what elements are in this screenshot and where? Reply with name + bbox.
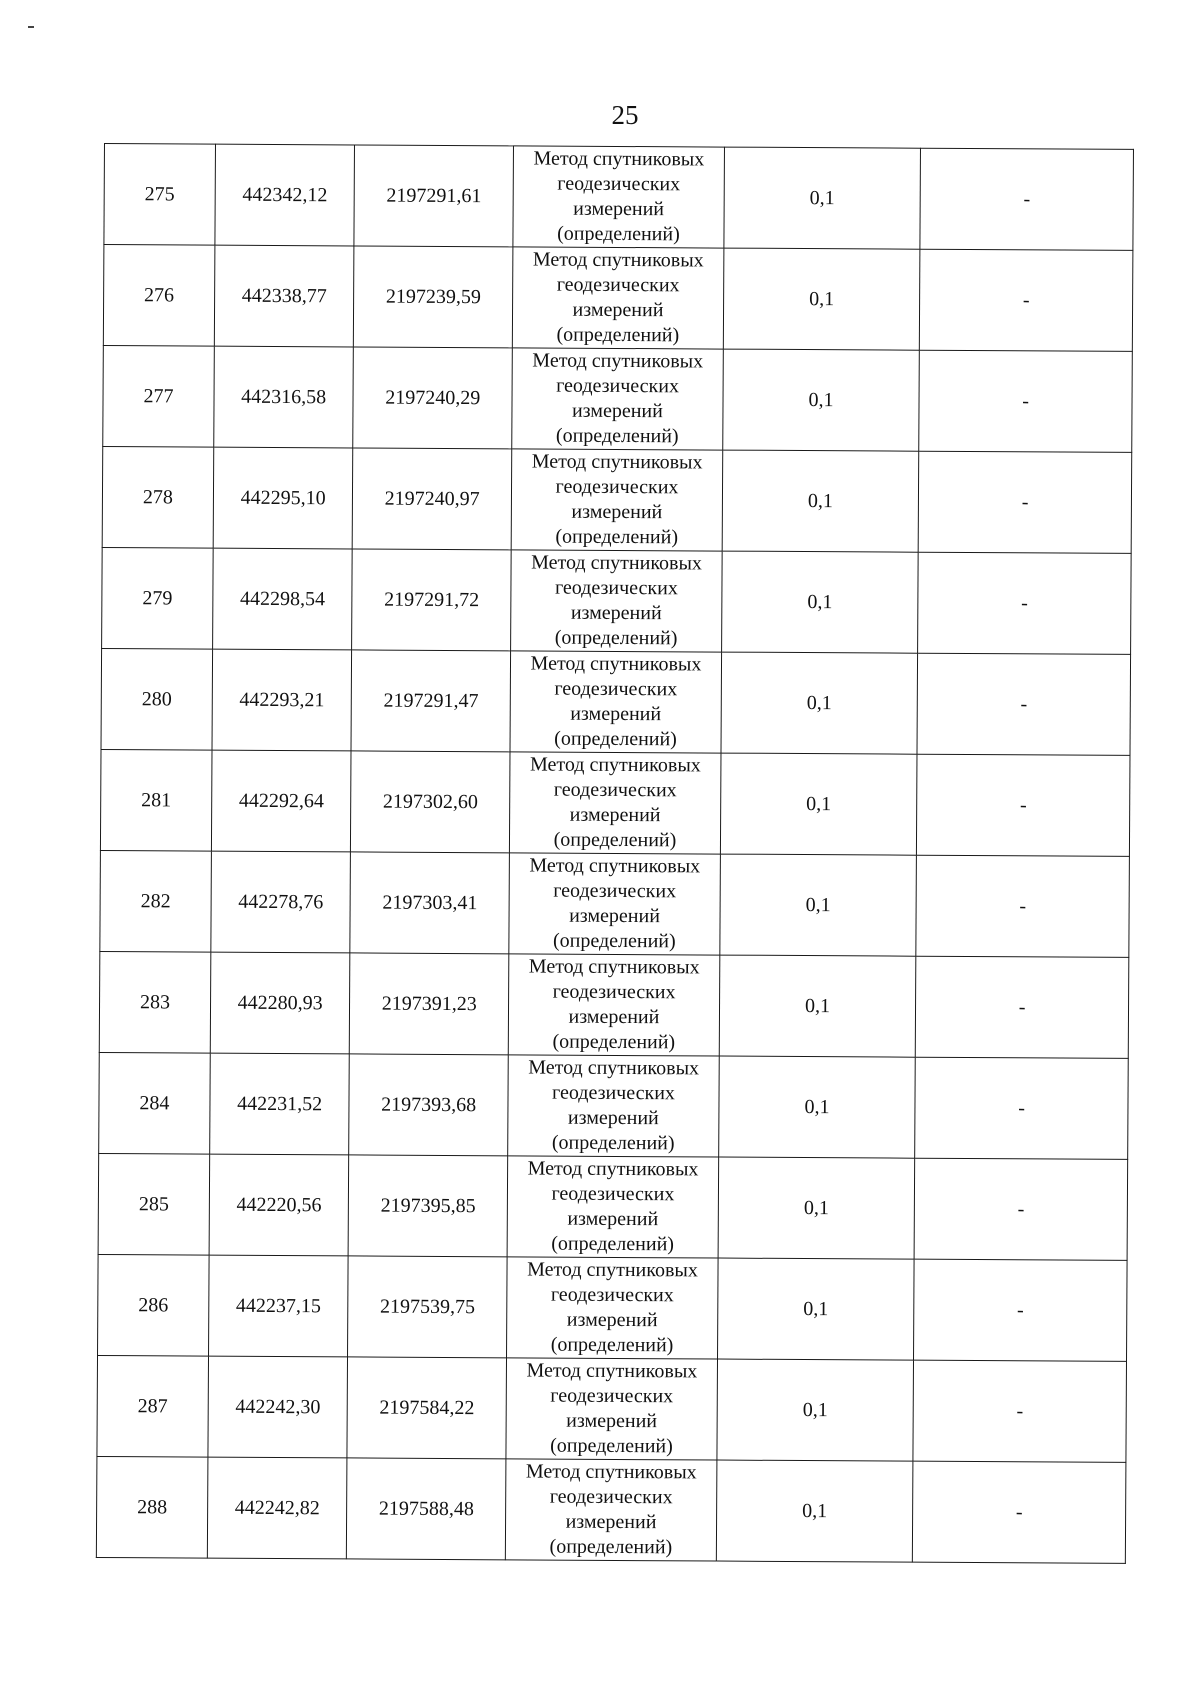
point-number-cell: 281 — [100, 749, 212, 851]
table-row — [98, 1254, 1128, 1361]
method-text-line: (определений) — [556, 323, 680, 347]
method-text-line: геодезических — [553, 778, 677, 802]
method-text-line: измерений — [567, 1207, 659, 1231]
accuracy-cell: 0,1 — [720, 753, 917, 855]
method-text-line: Метод спутниковых — [531, 551, 703, 575]
method-text-line: геодезических — [556, 374, 680, 398]
point-number-cell: 284 — [99, 1052, 211, 1154]
point-number-cell: 285 — [98, 1153, 210, 1255]
method-cell — [508, 1055, 719, 1157]
y-coordinate-cell: 2197291,47 — [351, 650, 510, 752]
method-cell — [507, 1156, 718, 1258]
point-number-cell: 283 — [99, 951, 211, 1053]
method-text-line: геодезических — [556, 273, 680, 297]
table-row — [99, 951, 1129, 1058]
note-cell: - — [918, 451, 1131, 553]
table-row — [100, 850, 1130, 957]
y-coordinate-cell: 2197240,29 — [353, 347, 512, 449]
point-number-cell: 282 — [100, 850, 212, 952]
y-coordinate-cell: 2197584,22 — [347, 1357, 506, 1459]
method-text-line: геодезических — [552, 980, 676, 1004]
method-text-line: (определений) — [553, 828, 677, 852]
method-text-line: Метод спутниковых — [527, 1157, 699, 1181]
table-row — [103, 245, 1133, 352]
method-text-line: (определений) — [557, 222, 680, 246]
y-coordinate-cell: 2197303,41 — [350, 852, 509, 954]
accuracy-cell: 0,1 — [721, 551, 918, 653]
method-text-line: геодезических — [557, 172, 681, 196]
method-text-line: Метод спутниковых — [528, 955, 700, 979]
note-cell: - — [918, 552, 1131, 654]
method-text-line: (определений) — [549, 1535, 673, 1559]
table-row — [97, 1355, 1127, 1462]
method-text-line: измерений — [570, 601, 662, 625]
note-cell: - — [913, 1360, 1126, 1462]
accuracy-cell: 0,1 — [723, 349, 920, 451]
point-number-cell: 279 — [102, 547, 214, 649]
method-text-line: (определений) — [554, 727, 677, 751]
method-text-line: измерений — [565, 1510, 657, 1534]
y-coordinate-cell: 2197239,59 — [354, 246, 513, 348]
y-coordinate-cell: 2197291,72 — [352, 549, 511, 651]
method-text-line: (определений) — [552, 929, 676, 953]
method-cell — [510, 752, 721, 854]
method-cell — [512, 348, 723, 450]
note-cell: - — [913, 1461, 1126, 1563]
x-coordinate-cell: 442242,82 — [207, 1457, 347, 1559]
method-text-line: измерений — [572, 298, 664, 322]
x-coordinate-cell: 442316,58 — [214, 346, 354, 448]
x-coordinate-cell: 442220,56 — [209, 1154, 349, 1256]
method-text-line: измерений — [569, 803, 661, 827]
y-coordinate-cell: 2197395,85 — [348, 1155, 507, 1257]
point-number-cell: 278 — [102, 446, 214, 548]
note-cell: - — [920, 148, 1133, 250]
method-text-line: (определений) — [551, 1131, 675, 1155]
method-text-line: геодезических — [552, 1081, 676, 1105]
note-cell: - — [914, 1158, 1127, 1260]
method-text-line: Метод спутниковых — [526, 1359, 698, 1383]
accuracy-cell: 0,1 — [718, 1157, 915, 1259]
x-coordinate-cell: 442278,76 — [211, 851, 351, 953]
point-number-cell: 275 — [104, 144, 216, 246]
note-cell: - — [919, 350, 1132, 452]
y-coordinate-cell: 2197302,60 — [351, 751, 510, 853]
x-coordinate-cell: 442338,77 — [214, 245, 354, 347]
method-cell — [509, 853, 720, 955]
point-number-cell: 277 — [103, 345, 215, 447]
method-text-line: геодезических — [553, 879, 677, 903]
method-text-line: измерений — [573, 197, 665, 221]
y-coordinate-cell: 2197240,97 — [353, 448, 512, 550]
note-cell: - — [917, 754, 1130, 856]
method-text-line: (определений) — [555, 424, 679, 448]
table-row — [99, 1052, 1129, 1159]
accuracy-cell: 0,1 — [720, 854, 917, 956]
y-coordinate-cell: 2197588,48 — [347, 1458, 506, 1560]
method-text-line: Метод спутниковых — [529, 854, 701, 878]
point-number-cell: 286 — [98, 1254, 210, 1356]
note-cell: - — [914, 1259, 1127, 1361]
accuracy-cell: 0,1 — [722, 450, 919, 552]
method-text-line: (определений) — [555, 525, 679, 549]
table-row — [102, 446, 1132, 553]
method-text-line: Метод спутниковых — [533, 147, 705, 171]
point-number-cell: 276 — [103, 245, 215, 347]
method-text-line: Метод спутниковых — [531, 450, 703, 474]
accuracy-cell: 0,1 — [724, 147, 921, 249]
table-row — [101, 648, 1131, 755]
accuracy-cell: 0,1 — [717, 1258, 914, 1360]
method-text-line: измерений — [569, 904, 661, 928]
x-coordinate-cell: 442342,12 — [215, 144, 355, 246]
x-coordinate-cell: 442237,15 — [208, 1255, 348, 1357]
x-coordinate-cell: 442298,54 — [213, 548, 353, 650]
method-cell — [508, 954, 719, 1056]
x-coordinate-cell: 442295,10 — [213, 447, 353, 549]
method-text-line: Метод спутниковых — [527, 1258, 698, 1282]
method-text-line: (определений) — [552, 1030, 676, 1054]
method-text-line: измерений — [571, 399, 663, 423]
coordinates-table-body — [96, 144, 1133, 1564]
method-text-line: геодезических — [551, 1182, 675, 1206]
method-cell — [511, 449, 722, 551]
method-text-line: геодезических — [550, 1384, 674, 1408]
table-row — [102, 547, 1132, 654]
method-cell — [513, 146, 724, 248]
accuracy-cell: 0,1 — [721, 652, 918, 754]
accuracy-cell: 0,1 — [717, 1359, 914, 1461]
note-cell: - — [915, 1057, 1128, 1159]
x-coordinate-cell: 442242,30 — [208, 1356, 348, 1458]
table-row — [96, 1456, 1126, 1563]
x-coordinate-cell: 442293,21 — [212, 649, 352, 751]
note-cell: - — [915, 956, 1128, 1058]
method-text-line: измерений — [566, 1409, 658, 1433]
x-coordinate-cell: 442292,64 — [211, 750, 351, 852]
point-number-cell: 287 — [97, 1355, 209, 1457]
note-cell: - — [917, 653, 1130, 755]
table-row — [103, 345, 1133, 452]
y-coordinate-cell: 2197393,68 — [349, 1054, 508, 1156]
method-text-line: геодезических — [554, 677, 678, 701]
y-coordinate-cell: 2197291,61 — [354, 145, 513, 247]
method-text-line: измерений — [567, 1106, 659, 1130]
method-text-line: измерений — [570, 702, 662, 726]
method-cell — [511, 550, 722, 652]
y-coordinate-cell: 2197539,75 — [348, 1256, 507, 1358]
scan-speck — [28, 26, 34, 28]
method-cell — [512, 247, 723, 349]
method-text-line: (определений) — [551, 1232, 675, 1256]
method-cell — [510, 651, 721, 753]
method-text-line: Метод спутниковых — [528, 1056, 700, 1080]
x-coordinate-cell: 442231,52 — [210, 1053, 350, 1155]
method-text-line: измерений — [566, 1308, 658, 1332]
method-text-line: Метод спутниковых — [532, 349, 704, 373]
method-text-line: измерений — [571, 500, 663, 524]
method-cell — [505, 1459, 716, 1561]
method-text-line: геодезических — [555, 475, 679, 499]
method-cell — [507, 1257, 718, 1359]
method-text-line: геодезических — [550, 1283, 674, 1307]
method-text-line: Метод спутниковых — [525, 1460, 697, 1484]
accuracy-cell: 0,1 — [723, 248, 920, 350]
coordinates-table — [96, 143, 1134, 1564]
method-text-line: Метод спутниковых — [532, 248, 704, 272]
accuracy-cell: 0,1 — [719, 955, 916, 1057]
y-coordinate-cell: 2197391,23 — [350, 953, 509, 1055]
method-text-line: (определений) — [550, 1434, 673, 1458]
point-number-cell: 280 — [101, 648, 213, 750]
page-number: 25 — [611, 100, 639, 130]
method-text-line: Метод спутниковых — [529, 753, 701, 777]
note-cell: - — [920, 249, 1133, 351]
method-text-line: Метод спутниковых — [530, 652, 702, 676]
table-row — [104, 144, 1134, 251]
x-coordinate-cell: 442280,93 — [210, 952, 350, 1054]
method-text-line: (определений) — [554, 626, 678, 650]
note-cell: - — [916, 855, 1129, 957]
method-text-line: геодезических — [554, 576, 678, 600]
accuracy-cell: 0,1 — [718, 1056, 915, 1158]
method-text-line: геодезических — [549, 1485, 673, 1509]
method-text-line: (определений) — [550, 1333, 674, 1357]
accuracy-cell: 0,1 — [716, 1460, 913, 1562]
method-cell — [506, 1358, 717, 1460]
point-number-cell: 288 — [96, 1456, 208, 1558]
method-text-line: измерений — [568, 1005, 660, 1029]
table-row — [98, 1153, 1128, 1260]
table-row — [100, 749, 1130, 856]
